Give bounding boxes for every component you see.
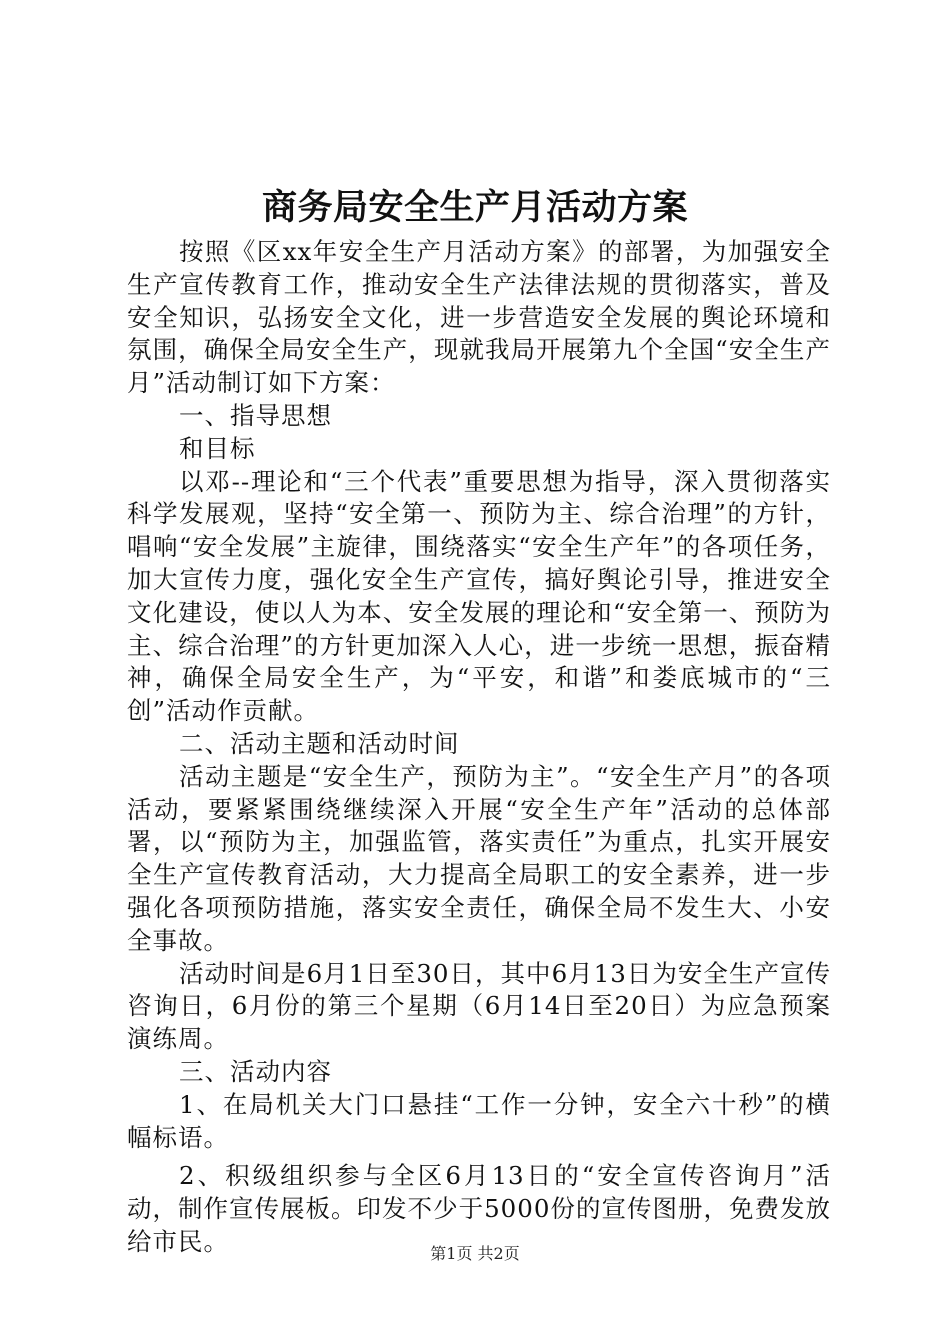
activity-item-2: 2、积级组织参与全区6月13日的“安全宣传咨询月”活动，制作宣传展板。印发不少于5000份的宣传图册，免费发放给市民。 — [127, 1161, 831, 1256]
activity-theme-paragraph: 活动主题是“安全生产，预防为主”。“安全生产月”的各项活动，要紧紧围绕继续深入开展“安全生产年”活动的总体部署，以“预防为主，加强监管，落实责任”为重点，扎实开展安全生产宣传教育活动，大力提高全局职工的安全素养，进一步强化各项预防措施，落实安全责任，确保全局不发生大、小安全事故。 — [127, 761, 831, 955]
section-heading-guiding-ideology: 一、指导思想 — [179, 400, 332, 430]
section-heading-goals: 和目标 — [179, 433, 256, 463]
document-body — [127, 236, 831, 1259]
page-footer: 第1页 共2页 — [430, 1244, 520, 1263]
document-title: 商务局安全生产月活动方案 — [261, 187, 688, 228]
activity-item-1: 1、在局机关大门口悬挂“工作一分钟，安全六十秒”的横幅标语。 — [127, 1089, 831, 1152]
activity-time-paragraph: 活动时间是6月1日至30日，其中6月13日为安全生产宣传咨询日，6月份的第三个星期（6月14日至20日）为应急预案演练周。 — [127, 958, 831, 1054]
guiding-ideology-paragraph: 以邓--理论和“三个代表”重要思想为指导，深入贯彻落实科学发展观，坚持“安全第一、预防为主、综合治理”的方针，唱响“安全发展”主旋律，围绕落实“安全生产年”的各项任务，加大宣传力度，强化安全生产宣传，搞好舆论引导，推进安全文化建设，使以人为本、安全发展的理论和“安全第一、预防为主、综合治理”的方针更加深入人心，进一步统一思想，振奋精神，确保全局安全生产，为“平安，和谐”和娄底城市的“三创”活动作贡献。 — [127, 466, 831, 726]
section-heading-activity-content: 三、活动内容 — [179, 1056, 332, 1086]
section-heading-theme-and-time: 二、活动主题和活动时间 — [179, 728, 460, 758]
intro-paragraph: 按照《区xx年安全生产月活动方案》的部署，为加强安全生产宣传教育工作，推动安全生产法律法规的贯彻落实，普及安全知识，弘扬安全文化，进一步营造安全发展的舆论环境和氛围，确保全局安全生产，现就我局开展第九个全国“安全生产月”活动制订如下方案： — [127, 237, 831, 398]
